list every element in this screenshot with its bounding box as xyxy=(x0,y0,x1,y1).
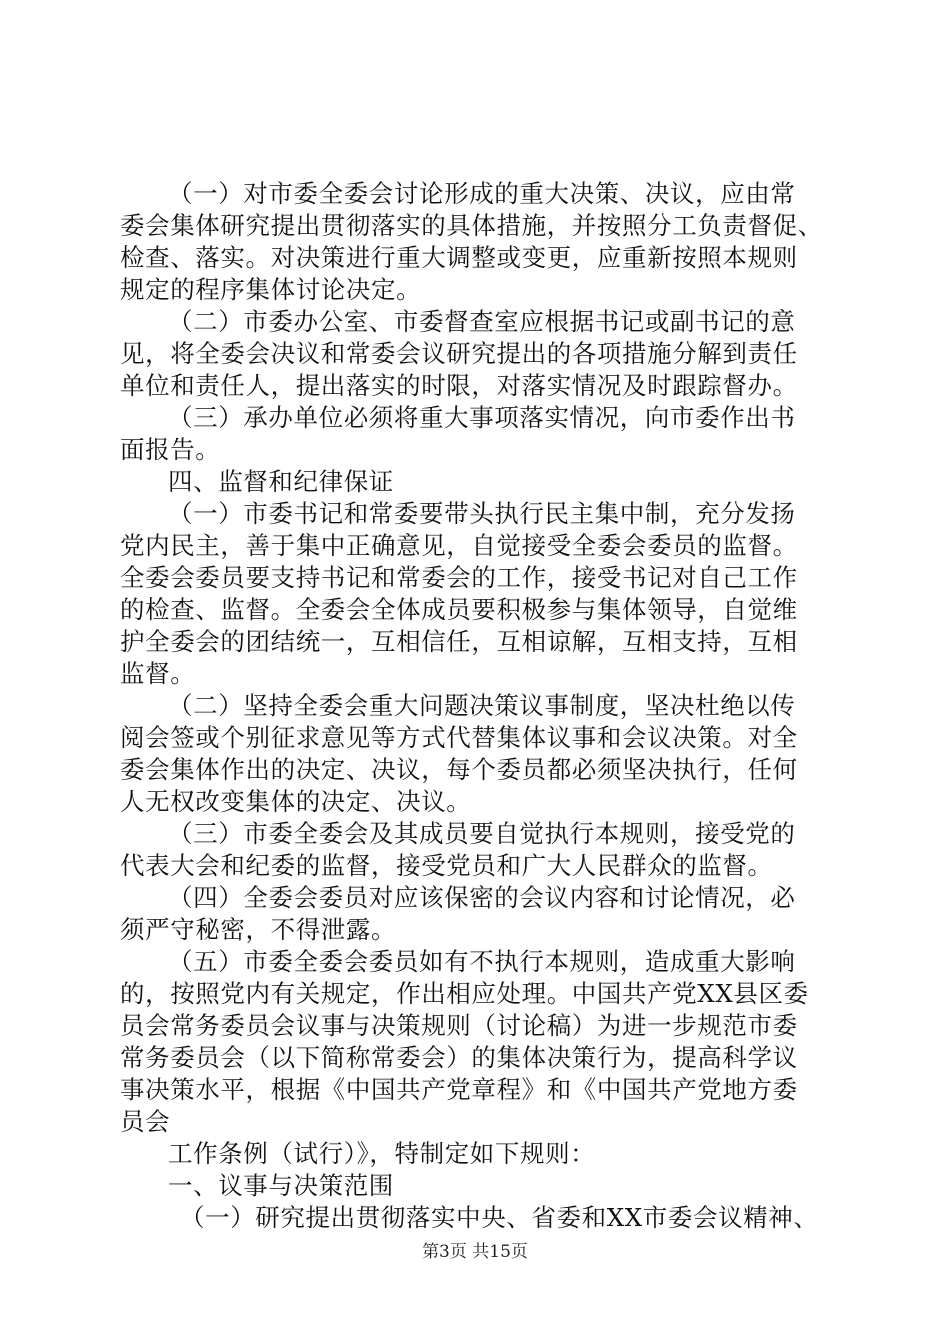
text-line: 面报告。 xyxy=(120,435,221,464)
text-line: 规定的程序集体讨论决定。 xyxy=(120,275,422,304)
text-line: （二）坚持全委会重大问题决策议事制度，坚决杜绝以传 xyxy=(168,691,796,720)
text-line: （四）全委会委员对应该保密的会议内容和讨论情况，必 xyxy=(168,883,796,912)
text-line: （三）市委全委会及其成员要自觉执行本规则，接受党的 xyxy=(168,819,796,848)
text-line: 委会集体作出的决定、决议，每个委员都必须坚决执行，任何 xyxy=(120,755,798,784)
page-footer xyxy=(0,1241,950,1263)
text-line: 须严守秘密，不得泄露。 xyxy=(120,915,397,944)
text-line: 的检查、监督。全委会全体成员要积极参与集体领导，自觉维 xyxy=(120,595,798,624)
text-line: （五）市委全委会委员如有不执行本规则，造成重大影响 xyxy=(168,947,796,976)
text-line: 工作条例（试行）》，特制定如下规则： xyxy=(168,1139,596,1168)
text-line: 见，将全委会决议和常委会议研究提出的各项措施分解到责任 xyxy=(120,339,798,368)
text-line: 常务委员会（以下简称常委会）的集体决策行为，提高科学议 xyxy=(120,1043,798,1072)
text-line: （一）对市委全委会讨论形成的重大决策、决议，应由常 xyxy=(168,179,796,208)
text-line: 党内民主，善于集中正确意见，自觉接受全委会委员的监督。 xyxy=(120,531,798,560)
page-number-label: 第3页 共15页 xyxy=(422,1242,528,1262)
text-line: 员会 xyxy=(120,1107,171,1136)
text-line: 检查、落实。对决策进行重大调整或变更，应重新按照本规则 xyxy=(120,243,798,272)
text-line: 护全委会的团结统一，互相信任，互相谅解，互相支持，互相 xyxy=(120,627,798,656)
text-line: （二）市委办公室、市委督查室应根据书记或副书记的意 xyxy=(168,307,796,336)
text-line: 全委会委员要支持书记和常委会的工作，接受书记对自己工作 xyxy=(120,563,798,592)
text-line: （三）承办单位必须将重大事项落实情况，向市委作出书 xyxy=(168,403,796,432)
text-line: 监督。 xyxy=(120,659,196,688)
text-line: 员会常务委员会议事与决策规则（讨论稿）为进一步规范市委 xyxy=(120,1011,798,1040)
text-line: 的，按照党内有关规定，作出相应处理。中国共产党XX县区委 xyxy=(120,979,809,1008)
text-line: 委会集体研究提出贯彻落实的具体措施，并按照分工负责督促、 xyxy=(120,211,823,240)
section-heading: 一、议事与决策范围 xyxy=(168,1171,394,1200)
text-line: （一）研究提出贯彻落实中央、省委和XX市委会议精神、 xyxy=(180,1203,819,1232)
text-line: 阅会签或个别征求意见等方式代替集体议事和会议决策。对全 xyxy=(120,723,798,752)
text-line: 人无权改变集体的决定、决议。 xyxy=(120,787,472,816)
text-line: 单位和责任人，提出落实的时限，对落实情况及时跟踪督办。 xyxy=(120,371,798,400)
text-line: 代表大会和纪委的监督，接受党员和广大人民群众的监督。 xyxy=(120,851,773,880)
section-heading: 四、监督和纪律保证 xyxy=(168,467,394,496)
text-line: （一）市委书记和常委要带头执行民主集中制，充分发扬 xyxy=(168,499,796,528)
text-line: 事决策水平，根据《中国共产党章程》和《中国共产党地方委 xyxy=(120,1075,798,1104)
